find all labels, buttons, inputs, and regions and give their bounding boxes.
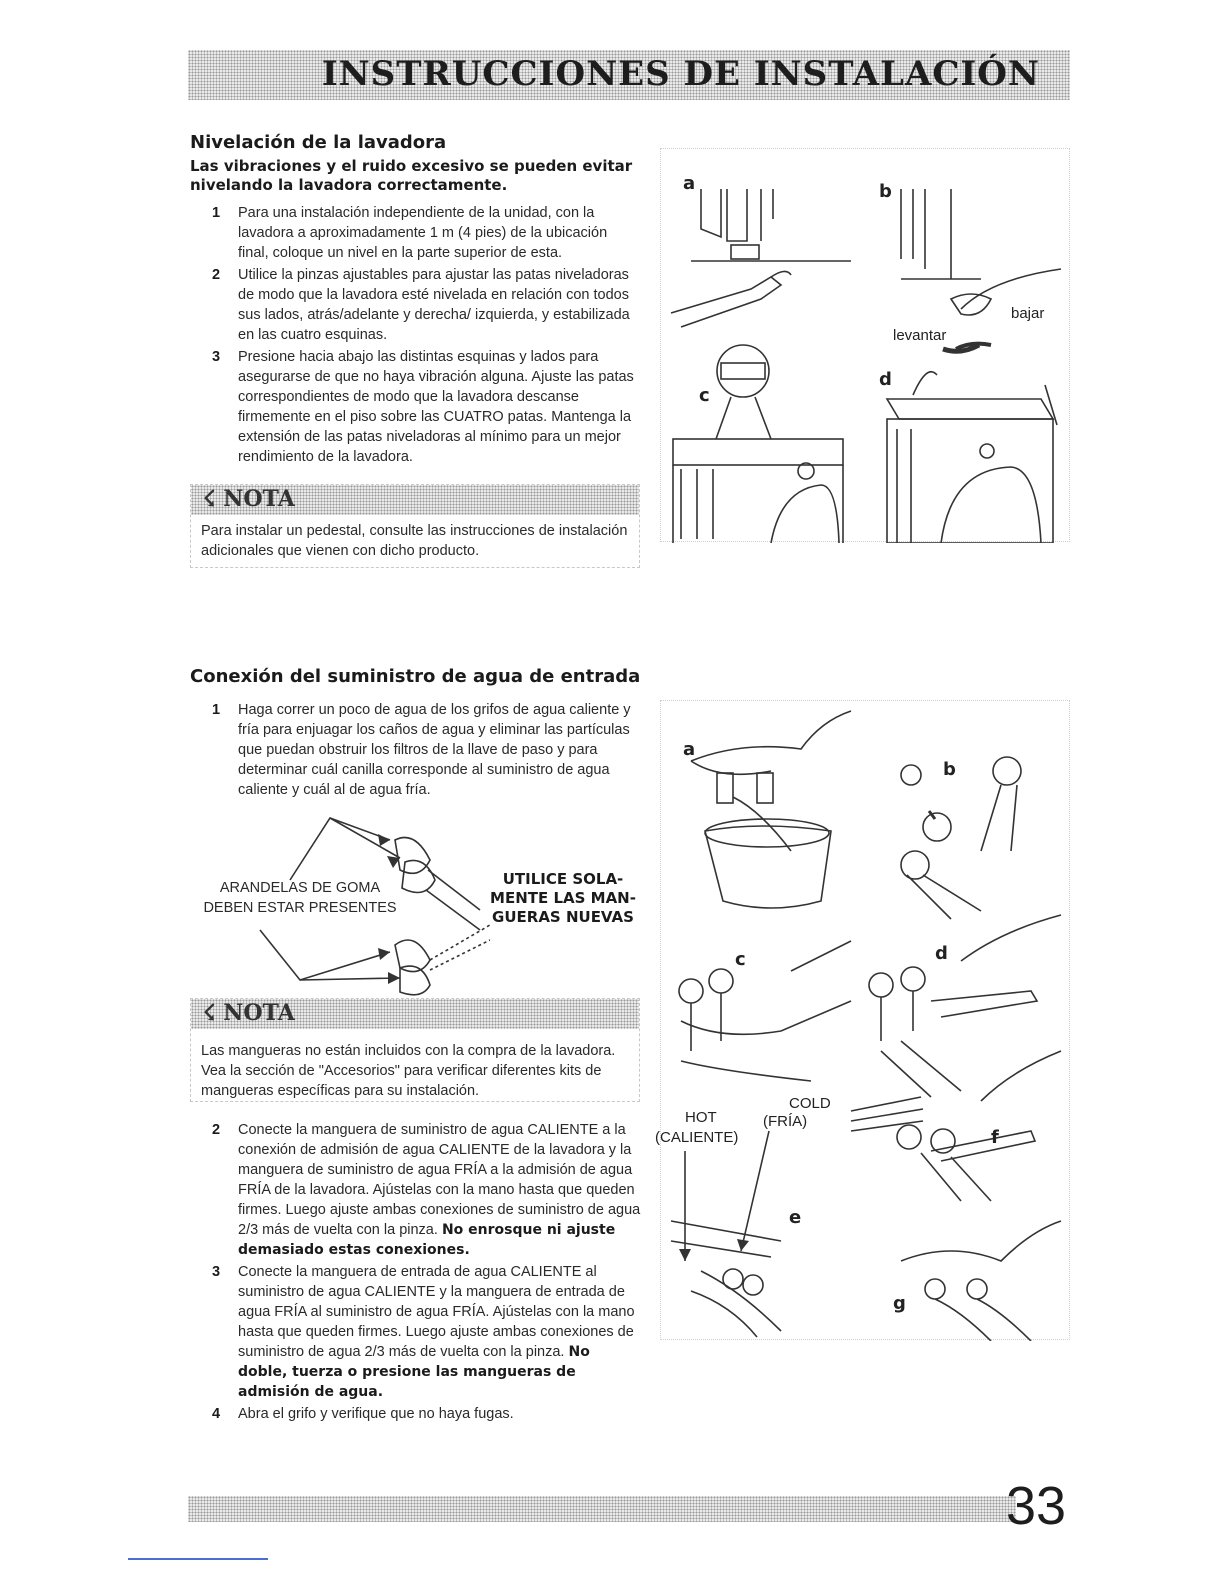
label-e: e: [789, 1207, 802, 1228]
label-b: b: [943, 759, 956, 780]
cold-label: COLD: [789, 1095, 831, 1112]
note-header: [191, 999, 639, 1029]
note-text: Para instalar un pedestal, consulte las instrucciones de instalación adicionales que vienen con dicho producto.: [201, 523, 628, 559]
note-title: ☇ NOTA: [203, 1000, 295, 1026]
hot-label-es: (CALIENTE): [655, 1129, 739, 1146]
list-item: 3 Conecte la manguera de entrada de agua CALIENTE al suministro de agua CALIENTE y la manguera de entrada de agua FRÍA al suministro de agua FRÍA. Ajústelas con la mano hasta que queden firmes. Luego ajuste ambas conexiones de suministro de agua 2/3 más de vuelta con la pinza. No doble, tuerza o presione las mangueras de admisión de agua.: [212, 1264, 635, 1400]
water-section-title: Conexión del suministro de agua de entrada: [190, 666, 641, 687]
leveling-drawing: [661, 149, 1071, 543]
arrow-icon: [737, 1239, 749, 1251]
arrow-icon: [378, 948, 390, 960]
label-c: c: [735, 949, 746, 970]
lower-label: levantar: [893, 327, 947, 344]
hot-label: HOT: [685, 1109, 717, 1126]
water-steps-b: [212, 1120, 642, 1426]
water-drawing: [661, 701, 1071, 1341]
page-title: INSTRUCCIONES DE INSTALACIÓN: [321, 54, 1040, 94]
cold-label-es: (FRÍA): [763, 1113, 808, 1130]
label-b: b: [879, 181, 892, 202]
arrow-icon: [388, 972, 400, 984]
label-g: g: [893, 1293, 906, 1314]
leveling-steps: [212, 203, 640, 469]
leveling-intro: Las vibraciones y el ruido excesivo se pueden evitar nivelando la lavadora correctamente.: [190, 157, 633, 194]
leveling-note: [190, 484, 640, 568]
page-number: 33: [1006, 1476, 1067, 1536]
page-footer-bar: [188, 1496, 1016, 1522]
label-d: d: [935, 943, 948, 964]
list-item: 1 Haga correr un poco de agua de los grifos de agua caliente y fría para enjuagar los caños de agua y eliminar las partículas que puedan obstruir los filtros de la llave de paso y para determinar cuál canilla corresponde al suministro de agua caliente y cuál al de agua fría.: [212, 702, 631, 798]
hose-warning: UTILICE SOLA- MENTE LAS MAN- GUERAS NUEVAS: [490, 870, 636, 926]
list-item: 1 Para una instalación independiente de la unidad, con la lavadora a aproximadamente 1 m (4 pies) de la ubicación final, coloque un nivel en la parte superior de esta.: [212, 205, 608, 261]
note-header: [191, 485, 639, 515]
list-item: 3 Presione hacia abajo las distintas esquinas y lados para asegurarse de que no haya vibración alguna. Ajuste las patas correspondientes de modo que la lavadora descanse firmemente en el piso sobre las CUATRO patas. Mantenga la extensión de las patas niveladoras al mínimo para un mejor rendimiento de la lavadora.: [212, 349, 634, 465]
label-c: c: [699, 385, 710, 406]
label-f: f: [991, 1127, 999, 1148]
list-item: 4 Abra el grifo y verifique que no haya fugas.: [212, 1406, 514, 1422]
note-icon: ☇: [203, 1000, 224, 1026]
leveling-section-title: Nivelación de la lavadora: [190, 132, 447, 153]
arrow-icon: [378, 834, 390, 846]
note-title: ☇ NOTA: [203, 486, 295, 512]
leveling-illustration: [660, 148, 1070, 542]
water-note: [190, 998, 640, 1102]
label-a: a: [683, 173, 696, 194]
raise-label: bajar: [1011, 305, 1045, 322]
list-item: 2 Conecte la manguera de suministro de agua CALIENTE a la conexión de admisión de agua CALIENTE de la lavadora y la manguera de suministro de agua FRÍA a la admisión de agua FRÍA de la lavadora. Ajústelas con la mano hasta que queden firmes. Luego ajuste ambas conexiones de suministro de agua 2/3 más de vuelta con la pinza. No enrosque ni ajuste demasiado estas conexiones.: [212, 1122, 641, 1258]
arrow-icon: [679, 1249, 691, 1261]
label-d: d: [879, 369, 892, 390]
page-header-bar: [188, 50, 1070, 100]
water-illustration: [655, 700, 1070, 1340]
list-item: 2 Utilice la pinzas ajustables para ajustar las patas niveladoras de modo que la lavadora esté nivelada en relación con todos sus lados, atrás/adelante y derecha/ izquierda, y estabilizada en las cuatro esquinas.: [212, 267, 630, 343]
divider: [128, 1558, 268, 1560]
water-steps-a: [212, 700, 640, 802]
note-text: Las mangueras no están incluidos con la compra de la lavadora. Vea la sección de "Accesorios" para verificar diferentes kits de mangueras específicas para su instalación.: [201, 1043, 616, 1099]
hose-caption: ARANDELAS DE GOMA DEBEN ESTAR PRESENTES: [203, 880, 397, 916]
label-a: a: [683, 739, 696, 760]
note-icon: ☇: [203, 486, 224, 512]
